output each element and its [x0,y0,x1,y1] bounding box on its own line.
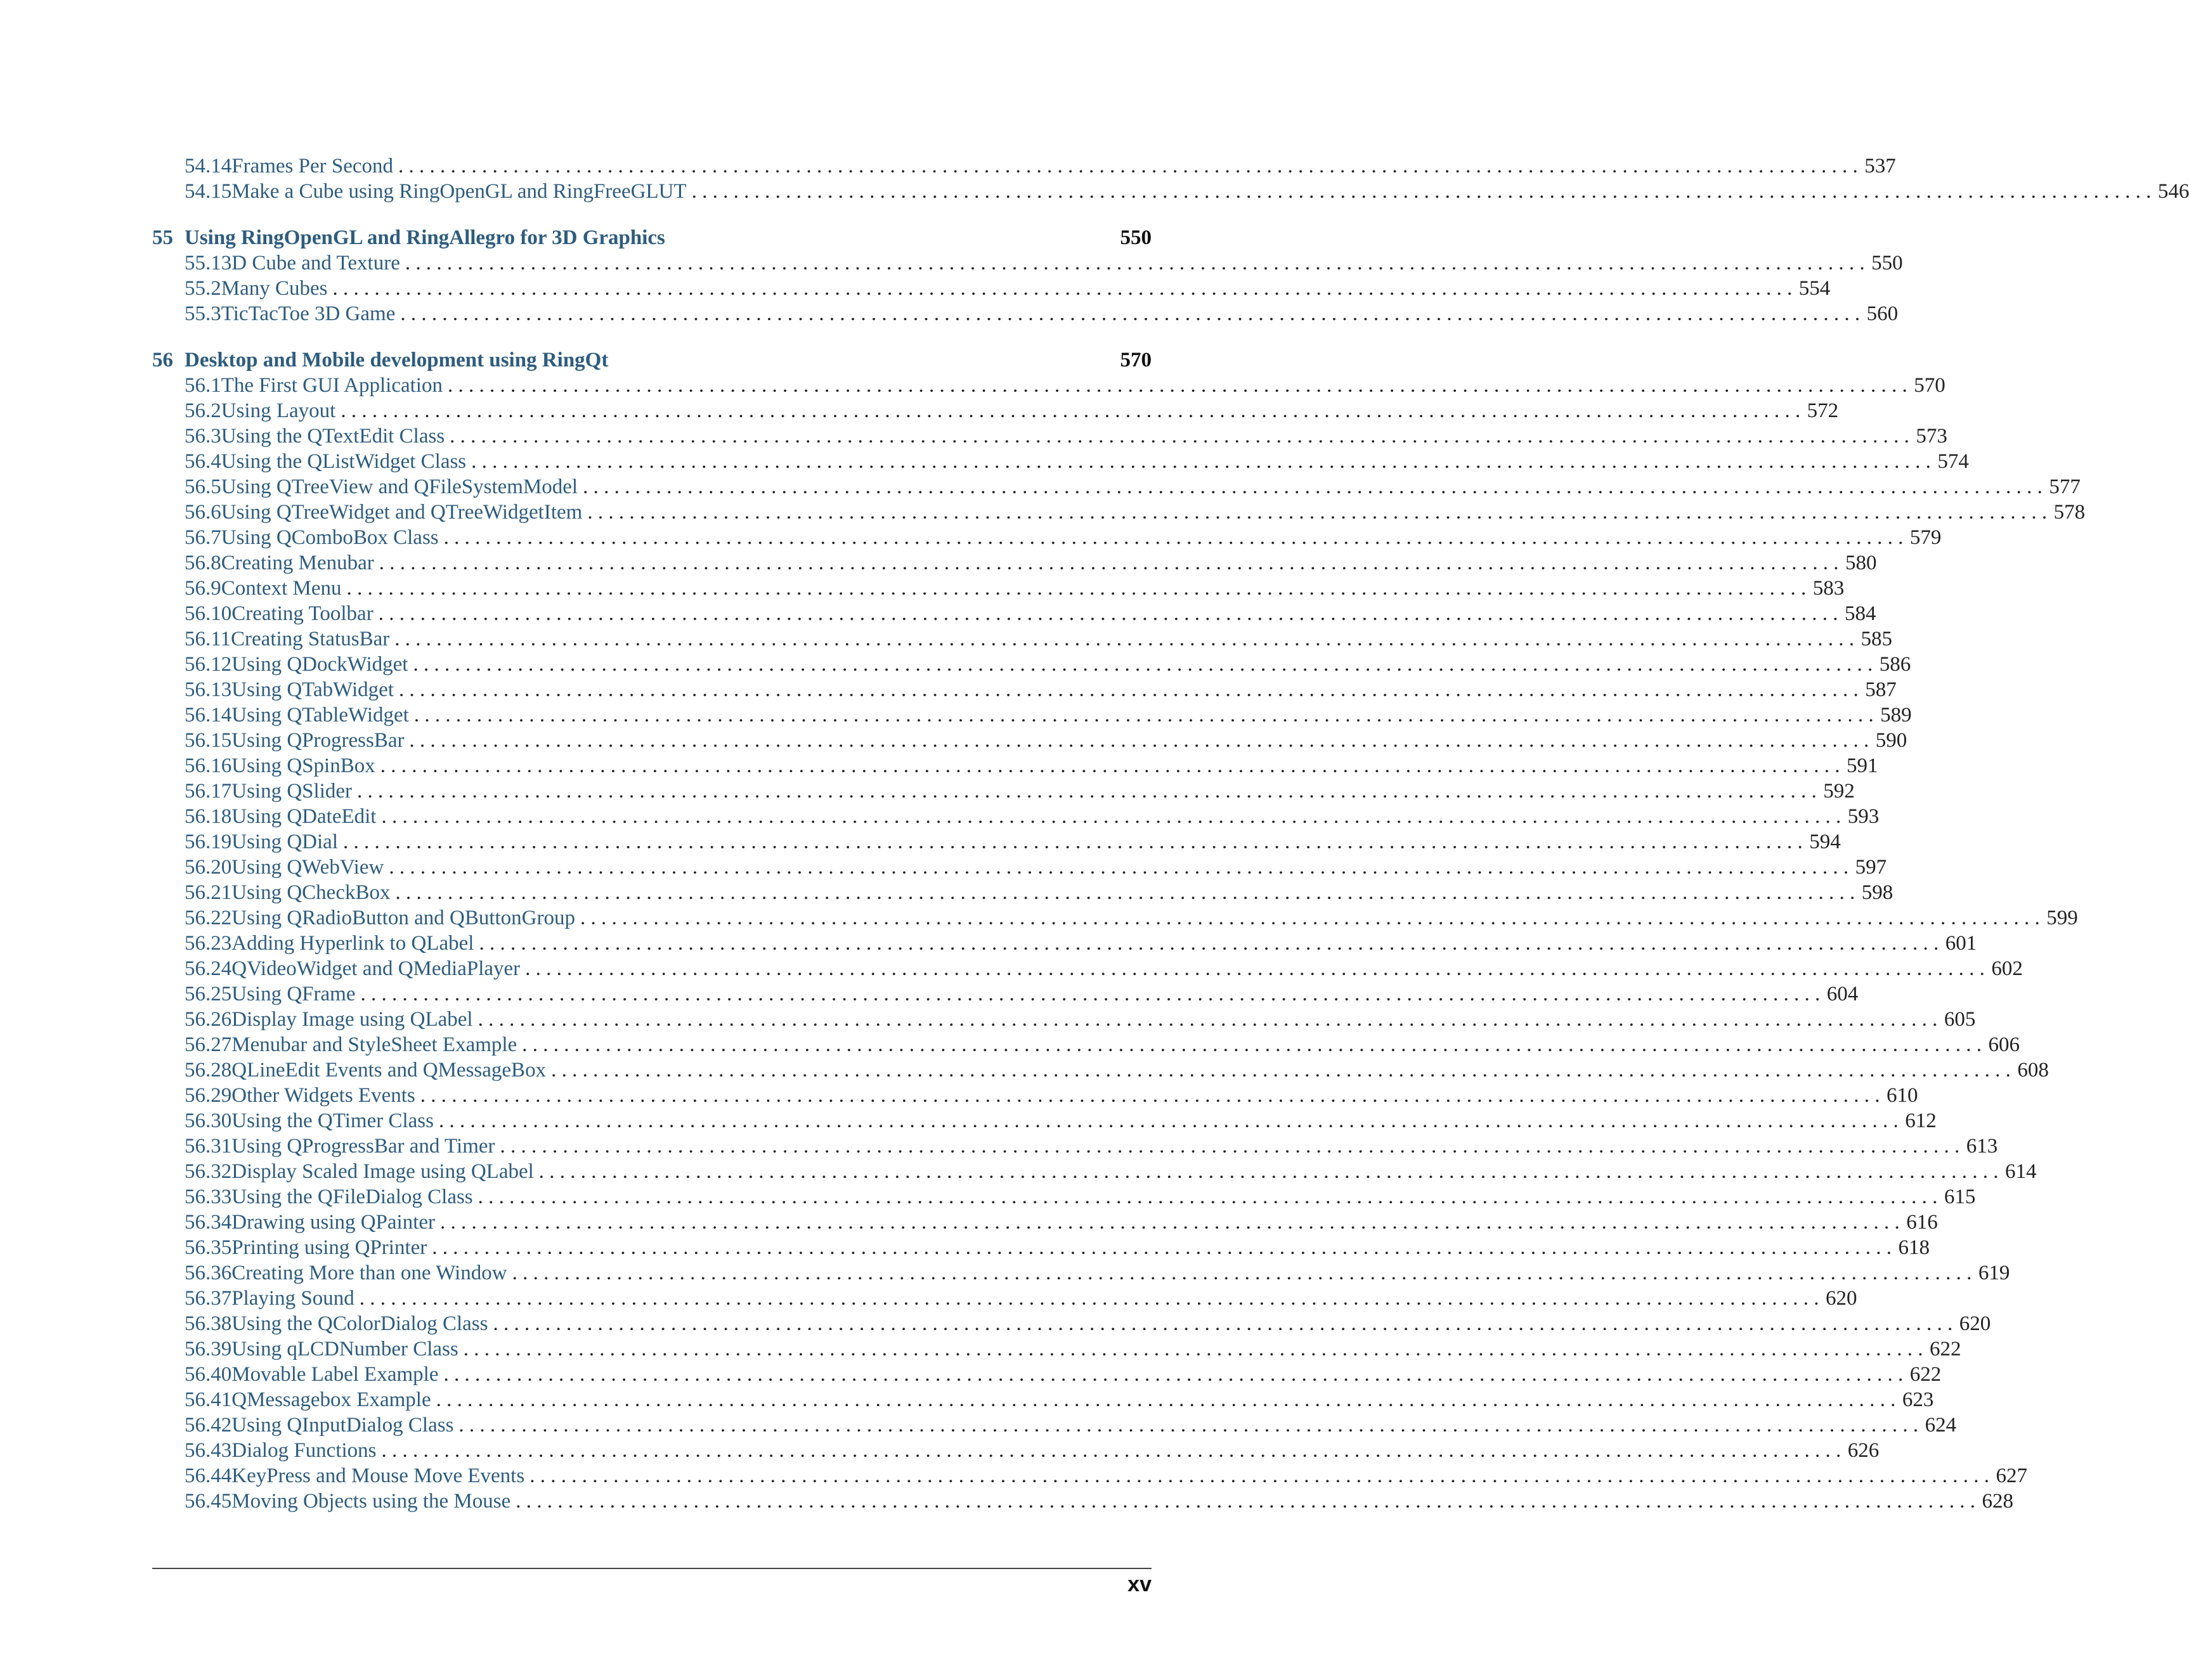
toc-section-entry[interactable] [152,880,1893,905]
toc-entry-number[interactable]: 56.8 [185,552,221,574]
dot-leader: . . . . . . . . . . . . . . . . . . . . . . . . . . . . . . . . . . . . . . . . . . . . . . . . . . . . . . . . . . . . . . . . . . . . . . . . . . . . . . . . . . . . . . . . . . . . . . . . . . . . . . . . . . . . . . . . . . . . . . . . . . . . . . . . . . . . . . . . . . . . [357,780,1817,803]
toc-entry-title[interactable]: Display Image using QLabel [231,1008,473,1031]
toc-page-number[interactable]: 599 [2046,907,2078,929]
dot-leader: . . . . . . . . . . . . . . . . . . . . . . . . . . . . . . . . . . . . . . . . . . . . . . . . . . . . . . . . . . . . . . . . . . . . . . . . . . . . . . . . . . . . . . . . . . . . . . . . . . . . . . . . . . . . . . . . . . . . . . . . . . . . . . . . . . . . . . . . . . . . [458,1414,1919,1437]
dot-leader: . . . . . . . . . . . . . . . . . . . . . . . . . . . . . . . . . . . . . . . . . . . . . . . . . . . . . . . . . . . . . . . . . . . . . . . . . . . . . . . . . . . . . . . . . . . . . . . . . . . . . . . . . . . . . . . . . . . . . . . . . . . . . . . . . . . . . . . . . . . . [479,932,1939,955]
toc-entry-number[interactable]: 56.12 [185,653,232,676]
toc-page-number[interactable]: 606 [1988,1033,2020,1056]
toc-page-number[interactable]: 593 [1847,805,1880,828]
toc-section-entry[interactable] [152,702,1912,728]
toc-entry-title[interactable]: Using QDateEdit [231,805,377,828]
toc-page-number[interactable]: 589 [1880,704,1912,727]
toc-section-entry[interactable] [152,1387,1934,1412]
toc-section-entry[interactable] [152,474,2081,500]
dot-leader: . . . . . . . . . . . . . . . . . . . . . . . . . . . . . . . . . . . . . . . . . . . . . . . . . . . . . . . . . . . . . . . . . . . . . . . . . . . . . . . . . . . . . . . . . . . . . . . . . . . . . . . . . . . . . . . . . . . . . . . . . . . . . . . . . . . . . . . . . . . . [400,302,1861,325]
toc-section-entry[interactable] [152,1463,2027,1489]
toc-section-entry[interactable] [152,1260,2010,1286]
toc-entry-number[interactable]: 56.19 [185,830,232,853]
toc-page-number[interactable]: 620 [1825,1287,1857,1310]
toc-entry-title[interactable]: Context Menu [221,577,342,600]
toc-page-number[interactable]: 624 [1925,1414,1957,1437]
dot-leader: . . . . . . . . . . . . . . . . . . . . . . . . . . . . . . . . . . . . . . . . . . . . . . . . . . . . . . . . . . . . . . . . . . . . . . . . . . . . . . . . . . . . . . . . . . . . . . . . . . . . . . . . . . . . . . . . . . . . . . . . . . . . . . . . . . . . . . . . . . . . [440,1211,1900,1234]
toc-entry-number[interactable]: 56.35 [185,1236,232,1259]
toc-page-number[interactable]: 608 [2017,1059,2049,1082]
toc-entry-number[interactable]: 55.1 [185,252,221,275]
dot-leader: . . . . . . . . . . . . . . . . . . . . . . . . . . . . . . . . . . . . . . . . . . . . . . . . . . . . . . . . . . . . . . . . . . . . . . . . . . . . . . . . . . . . . . . . . . . . . . . . . . . . . . . . . . . . . . . . . . . . . . . . . . . . . . . . . . . . . . . . . . . . [500,1135,1960,1158]
dot-leader: . . . . . . . . . . . . . . . . . . . . . . . . . . . . . . . . . . . . . . . . . . . . . . . . . . . . . . . . . . . . . . . . . . . . . . . . . . . . . . . . . . . . . . . . . . . . . . . . . . . . . . . . . . . . . . . . . . . . . . . . . . . . . . . . . . . . . . . . . . . . [332,277,1793,300]
toc-page-number[interactable]: 583 [1812,577,1845,600]
toc-entry-title[interactable]: Using the QTextEdit Class [221,425,445,448]
toc-page-number[interactable]: 619 [1978,1262,2010,1284]
toc-page-number[interactable]: 598 [1861,881,1893,904]
toc-entry-title[interactable]: Drawing using QPainter [231,1211,436,1234]
toc-entry-title[interactable]: QMessagebox Example [231,1388,431,1411]
toc-entry-title[interactable]: Using QDial [231,830,338,853]
dot-leader: . . . . . . . . . . . . . . . . . . . . . . . . . . . . . . . . . . . . . . . . . . . . . . . . . . . . . . . . . . . . . . . . . . . . . . . . . . . . . . . . . . . . . . . . . . . . . . . . . . . . . . . . . . . . . . . . . . . . . . . . . . . . . . . . . . . . . . . . . . . . [443,1363,1904,1386]
dot-leader: . . . . . . . . . . . . . . . . . . . . . . . . . . . . . . . . . . . . . . . . . . . . . . . . . . . . . . . . . . . . . . . . . . . . . . . . . . . . . . . . . . . . . . . . . . . . . . . . . . . . . . . . . . . . . . . . . . . . . . . . . . . . . . . . . . . . . . . . . . . . [379,552,1839,574]
toc-entry-title[interactable]: Using QRadioButton and QButtonGroup [231,907,575,929]
toc-entry-number[interactable]: 56.18 [185,805,232,828]
toc-entry-number[interactable]: 56.15 [185,729,232,752]
toc-section-entry[interactable] [152,1057,2049,1083]
toc-entry-number[interactable]: 56.42 [185,1414,232,1437]
toc-page-number[interactable]: 615 [1944,1186,1976,1208]
toc-page-number[interactable]: 594 [1809,830,1841,853]
toc-entry-title[interactable]: TicTacToe 3D Game [221,302,396,325]
dot-leader: . . . . . . . . . . . . . . . . . . . . . . . . . . . . . . . . . . . . . . . . . . . . . . . . . . . . . . . . . . . . . . . . . . . . . . . . . . . . . . . . . . . . . . . . . . . . . . . . . . . . . . . . . . . . . . . . . . . . . . . . . . . . . . . . . . . . . . . . . . . . [512,1262,1972,1284]
dot-leader: . . . . . . . . . . . . . . . . . . . . . . . . . . . . . . . . . . . . . . . . . . . . . . . . . . . . . . . . . . . . . . . . . . . . . . . . . . . . . . . . . . . . . . . . . . . . . . . . . . . . . . . . . . . . . . . . . . . . . . . . . . . . . . . . . . . . . . . . . . . . [450,425,1909,448]
toc-page-number[interactable]: 622 [1909,1363,1942,1386]
toc-section-entry[interactable] [152,1311,1991,1336]
toc-section-entry[interactable] [152,626,1892,652]
toc-entry-title[interactable]: KeyPress and Mouse Move Events [231,1464,525,1487]
toc-page-number[interactable]: 628 [1982,1490,2013,1513]
toc-entry-number[interactable]: 56.37 [185,1287,232,1310]
toc-section-entry[interactable] [152,576,1845,601]
toc-section-entry[interactable] [152,677,1897,702]
toc-section-entry[interactable] [152,905,2078,931]
toc-entry-title[interactable]: Using QInputDialog Class [231,1414,454,1437]
toc-section-entry[interactable] [152,373,1945,398]
toc-entry-title[interactable]: Using QTabWidget [231,678,394,701]
toc-page-number[interactable]: 578 [2053,501,2086,524]
toc-section-entry[interactable] [152,601,1876,626]
toc-entry-number[interactable]: 56.23 [185,932,232,955]
toc-entry-number[interactable]: 56.25 [185,983,232,1005]
toc-entry-title[interactable]: Dialog Functions [231,1439,377,1462]
toc-page-number[interactable]: 586 [1879,653,1911,676]
dot-leader: . . . . . . . . . . . . . . . . . . . . . . . . . . . . . . . . . . . . . . . . . . . . . . . . . . . . . . . . . . . . . . . . . . . . . . . . . . . . . . . . . . . . . . . . . . . . . . . . . . . . . . . . . . . . . . . . . . . . . . . . . . . . . . . . . . . . . . . . . . . . [443,526,1904,549]
toc-entry-title[interactable]: Using the QTimer Class [231,1109,434,1132]
toc-page-number[interactable]: 627 [1996,1464,2027,1487]
toc-page-number[interactable]: 550 [1871,252,1903,275]
toc-section-entry[interactable] [152,981,1859,1007]
toc-entry-title[interactable]: Using qLCDNumber Class [231,1338,458,1360]
toc-entry-title[interactable]: Using QFrame [231,983,356,1005]
dot-leader: . . . . . . . . . . . . . . . . . . . . . . . . . . . . . . . . . . . . . . . . . . . . . . . . . . . . . . . . . . . . . . . . . . . . . . . . . . . . . . . . . . . . . . . . . . . . . . . . . . . . . . . . . . . . . . . . . . . . . . . . . . . . . . . . . . . . . . . . . . . . [413,704,1874,727]
toc-entry-title[interactable]: Creating More than one Window [231,1262,507,1284]
toc-entry-title[interactable]: Using QCheckBox [231,881,391,904]
toc-entry-title[interactable]: Using QDockWidget [231,653,408,676]
toc-section-entry[interactable] [152,1412,1957,1438]
dot-leader: . . . . . . . . . . . . . . . . . . . . . . . . . . . . . . . . . . . . . . . . . . . . . . . . . . . . . . . . . . . . . . . . . . . . . . . . . . . . . . . . . . . . . . . . . . . . . . . . . . . . . . . . . . . . . . . . . . . . . . . . . . . . . . . . . . . . . . . . . . . . [447,374,1907,397]
toc-section-entry[interactable] [152,1108,1937,1134]
toc-entry-title[interactable]: Using QTreeWidget and QTreeWidgetItem [221,501,583,524]
toc-page-number[interactable]: 577 [2049,475,2081,498]
toc-section-entry[interactable] [152,398,1839,423]
dot-leader: . . . . . . . . . . . . . . . . . . . . . . . . . . . . . . . . . . . . . . . . . . . . . . . . . . . . . . . . . . . . . . . . . . . . . . . . . . . . . . . . . . . . . . . . . . . . . . . . . . . . . . . . . . . . . . . . . . . . . . . . . . . . . . . . . . . . . . . . . . . . [346,577,1807,600]
dot-leader: . . . . . . . . . . . . . . . . . . . . . . . . . . . . . . . . . . . . . . . . . . . . . . . . . . . . . . . . . . . . . . . . . . . . . . . . . . . . . . . . . . . . . . . . . . . . . . . . . . . . . . . . . . . . . . . . . . . . . . . . . . . . . . . . . . . . . . . . . . . . [398,678,1859,701]
table-of-contents [152,153,2189,1514]
toc-section-entry[interactable] [152,1134,1998,1159]
toc-entry-number[interactable]: 56.39 [185,1338,232,1360]
toc-entry-number[interactable]: 56.26 [185,1008,232,1031]
toc-section-entry[interactable] [152,276,1831,301]
toc-section-entry[interactable] [152,1007,1976,1032]
toc-page-number[interactable]: 613 [1966,1135,1998,1158]
dot-leader: . . . . . . . . . . . . . . . . . . . . . . . . . . . . . . . . . . . . . . . . . . . . . . . . . . . . . . . . . . . . . . . . . . . . . . . . . . . . . . . . . . . . . . . . . . . . . . . . . . . . . . . . . . . . . . . . . . . . . . . . . . . . . . . . . . . . . . . . . . . . [477,1008,1938,1031]
dot-leader: . . . . . . . . . . . . . . . . . . . . . . . . . . . . . . . . . . . . . . . . . . . . . . . . . . . . . . . . . . . . . . . . . . . . . . . . . . . . . . . . . . . . . . . . . . . . . . . . . . . . . . . . . . . . . . . . . . . . . . . . . . . . . . . . . . . . . . . . . . . . [477,1186,1938,1208]
toc-entry-title[interactable]: Printing using QPrinter [231,1236,427,1259]
toc-section-entry[interactable] [152,1489,2013,1514]
toc-entry-number[interactable]: 56.20 [185,856,232,879]
dot-leader: . . . . . . . . . . . . . . . . . . . . . . . . . . . . . . . . . . . . . . . . . . . . . . . . . . . . . . . . . . . . . . . . . . . . . . . . . . . . . . . . . . . . . . . . . . . . . . . . . . . . . . . . . . . . . . . . . . . . . . . . . . . . . . . . . . . . . . . . . . . . [551,1059,2011,1082]
dot-leader: . . . . . . . . . . . . . . . . . . . . . . . . . . . . . . . . . . . . . . . . . . . . . . . . . . . . . . . . . . . . . . . . . . . . . . . . . . . . . . . . . . . . . . . . . . . . . . . . . . . . . . . . . . . . . . . . . . . . . . . . . . . . . . . . . . . . . . . . . . . . [471,450,1931,473]
toc-page-number[interactable]: 572 [1807,399,1839,422]
toc-entry-number[interactable]: 56.45 [185,1490,232,1513]
toc-entry-title[interactable]: Using QWebView [231,856,384,879]
toc-page-number[interactable]: 580 [1845,552,1877,574]
toc-page-number[interactable]: 591 [1846,754,1878,777]
toc-page-number[interactable]: 546 [2157,180,2189,203]
toc-entry-title[interactable]: QVideoWidget and QMediaPlayer [231,957,521,980]
dot-leader: . . . . . . . . . . . . . . . . . . . . . . . . . . . . . . . . . . . . . . . . . . . . . . . . . . . . . . . . . . . . . . . . . . . . . . . . . . . . . . . . . . . . . . . . . . . . . . . . . . . . . . . . . . . . . . . . . . . . . . . . . . . . . . . . . . . . . . . . . . . . [493,1312,1953,1335]
toc-entry-title[interactable]: Using QProgressBar and Timer [231,1135,495,1158]
dot-leader: . . . . . . . . . . . . . . . . . . . . . . . . . . . . . . . . . . . . . . . . . . . . . . . . . . . . . . . . . . . . . . . . . . . . . . . . . . . . . . . . . . . . . . . . . . . . . . . . . . . . . . . . . . . . . . . . . . . . . . . . . . . . . . . . . . . . . . . . . . . . [409,729,1869,752]
toc-page-number[interactable]: 610 [1887,1084,1918,1107]
toc-page-number[interactable]: 579 [1909,526,1942,549]
dot-leader: . . . . . . . . . . . . . . . . . . . . . . . . . . . . . . . . . . . . . . . . . . . . . . . . . . . . . . . . . . . . . . . . . . . . . . . . . . . . . . . . . . . . . . . . . . . . . . . . . . . . . . . . . . . . . . . . . . . . . . . . . . . . . . . . . . . . . . . . . . . . [398,155,1858,178]
toc-page-number[interactable]: 554 [1798,277,1831,300]
dot-leader: . . . . . . . . . . . . . . . . . . . . . . . . . . . . . . . . . . . . . . . . . . . . . . . . . . . . . . . . . . . . . . . . . . . . . . . . . . . . . . . . . . . . . . . . . . . . . . . . . . . . . . . . . . . . . . . . . . . . . . . . . . . . . . . . . . . . . . . . . . . . [381,805,1841,828]
dot-leader: . . . . . . . . . . . . . . . . . . . . . . . . . . . . . . . . . . . . . . . . . . . . . . . . . . . . . . . . . . . . . . . . . . . . . . . . . . . . . . . . . . . . . . . . . . . . . . . . . . . . . . . . . . . . . . . . . . . . . . . . . . . . . . . . . . . . . . . . . . . . [691,180,2152,203]
toc-entry-title[interactable]: Display Scaled Image using QLabel [231,1160,534,1183]
dot-leader: . . . . . . . . . . . . . . . . . . . . . . . . . . . . . . . . . . . . . . . . . . . . . . . . . . . . . . . . . . . . . . . . . . . . . . . . . . . . . . . . . . . . . . . . . . . . . . . . . . . . . . . . . . . . . . . . . . . . . . . . . . . . . . . . . . . . . . . . . . . . [359,1287,1819,1310]
toc-entry-title[interactable]: Moving Objects using the Mouse [231,1490,511,1513]
toc-section-entry[interactable] [152,1336,1961,1362]
toc-section-entry[interactable] [152,423,1947,449]
toc-entry-title[interactable]: Using Layout [221,399,336,422]
toc-page-number[interactable]: 573 [1916,425,1947,448]
dot-leader: . . . . . . . . . . . . . . . . . . . . . . . . . . . . . . . . . . . . . . . . . . . . . . . . . . . . . . . . . . . . . . . . . . . . . . . . . . . . . . . . . . . . . . . . . . . . . . . . . . . . . . . . . . . . . . . . . . . . . . . . . . . . . . . . . . . . . . . . . . . . [587,501,2048,524]
toc-entry-number[interactable]: 56.2 [185,399,221,422]
toc-entry-title[interactable]: 3D Cube and Texture [221,252,400,275]
toc-page-number[interactable]: 537 [1864,155,1896,178]
toc-entry-title[interactable]: Desktop and Mobile development using RingQt [185,349,609,372]
toc-entry-title[interactable]: Using QTreeView and QFileSystemModel [221,475,578,498]
toc-entry-number[interactable]: 56.28 [185,1059,232,1082]
dot-leader: . . . . . . . . . . . . . . . . . . . . . . . . . . . . . . . . . . . . . . . . . . . . . . . . . . . . . . . . . . . . . . . . . . . . . . . . . . . . . . . . . . . . . . . . . . . . . . . . . . . . . . . . . . . . . . . . . . . . . . . . . . . . . . . . . . . . . . . . . . . . [438,1109,1899,1132]
toc-page-number[interactable]: 612 [1905,1109,1937,1132]
toc-entry-number[interactable]: 56.10 [185,602,232,625]
toc-entry-number[interactable]: 56.33 [185,1186,232,1208]
toc-chapter-entry[interactable] [152,225,1152,250]
toc-entry-number[interactable]: 56.32 [185,1160,232,1183]
toc-section-entry[interactable] [152,449,1969,474]
toc-entry-number[interactable]: 56.43 [185,1439,232,1462]
toc-entry-number[interactable]: 55.2 [185,277,221,300]
toc-entry-title[interactable]: Using QSpinBox [231,754,375,777]
toc-entry-title[interactable]: Frames Per Second [231,155,394,178]
toc-page-number[interactable]: 620 [1959,1312,1991,1335]
toc-entry-number[interactable]: 56.9 [185,577,221,600]
toc-entry-number[interactable]: 56.5 [185,475,221,498]
dot-leader: . . . . . . . . . . . . . . . . . . . . . . . . . . . . . . . . . . . . . . . . . . . . . . . . . . . . . . . . . . . . . . . . . . . . . . . . . . . . . . . . . . . . . . . . . . . . . . . . . . . . . . . . . . . . . . . . . . . . . . . . . . . . . . . . . . . . . . . . . . . . [394,628,1854,650]
toc-entry-number[interactable]: 56.27 [185,1033,232,1056]
dot-leader: . . . . . . . . . . . . . . . . . . . . . . . . . . . . . . . . . . . . . . . . . . . . . . . . . . . . . . . . . . . . . . . . . . . . . . . . . . . . . . . . . . . . . . . . . . . . . . . . . . . . . . . . . . . . . . . . . . . . . . . . . . . . . . . . . . . . . . . . . . . . [380,754,1840,777]
toc-entry-number[interactable]: 56.1 [185,374,221,397]
toc-page-number[interactable]: 614 [2005,1160,2037,1183]
toc-section-entry[interactable] [152,779,1855,804]
footer-rule [152,1568,1152,1569]
toc-entry-title[interactable]: Using QProgressBar [231,729,405,752]
toc-section-entry[interactable] [152,550,1877,576]
toc-page-number[interactable]: 602 [1991,957,2023,980]
dot-leader: . . . . . . . . . . . . . . . . . . . . . . . . . . . . . . . . . . . . . . . . . . . . . . . . . . . . . . . . . . . . . . . . . . . . . . . . . . . . . . . . . . . . . . . . . . . . . . . . . . . . . . . . . . . . . . . . . . . . . . . . . . . . . . . . . . . . . . . . . . . . [580,907,2040,929]
toc-section-entry[interactable] [152,1210,1938,1235]
toc-entry-title[interactable]: The First GUI Application [221,374,443,397]
toc-entry-number[interactable]: 56 [152,349,173,372]
toc-page-number[interactable]: 618 [1898,1236,1930,1259]
toc-section-entry[interactable] [152,1438,1880,1463]
toc-section-entry[interactable] [152,1286,1857,1311]
toc-entry-number[interactable]: 56.16 [185,754,232,777]
toc-entry-title[interactable]: Playing Sound [231,1287,354,1310]
toc-entry-number[interactable]: 56.4 [185,450,221,473]
dot-leader: . . . . . . . . . . . . . . . . . . . . . . . . . . . . . . . . . . . . . . . . . . . . . . . . . . . . . . . . . . . . . . . . . . . . . . . . . . . . . . . . . . . . . . . . . . . . . . . . . . . . . . . . . . . . . . . . . . . . . . . . . . . . . . . . . . . . . . . . . . . . [522,1033,1982,1056]
toc-page-number[interactable]: 605 [1944,1008,1976,1031]
toc-section-entry[interactable] [152,728,1907,753]
toc-entry-number[interactable]: 56.34 [185,1211,232,1234]
toc-page-number[interactable]: 592 [1823,780,1855,803]
toc-page-number[interactable]: 574 [1937,450,1969,473]
toc-page-number[interactable]: 570 [1914,374,1945,397]
toc-entry-title[interactable]: Creating Toolbar [231,602,373,625]
toc-entry-number[interactable]: 56.24 [185,957,232,980]
dot-leader: . . . . . . . . . . . . . . . . . . . . . . . . . . . . . . . . . . . . . . . . . . . . . . . . . . . . . . . . . . . . . . . . . . . . . . . . . . . . . . . . . . . . . . . . . . . . . . . . . . . . . . . . . . . . . . . . . . . . . . . . . . . . . . . . . . . . . . . . . . . . [389,856,1849,879]
toc-entry-title[interactable]: Other Widgets Events [231,1084,415,1107]
toc-chapter-entry[interactable] [152,347,1152,373]
toc-page-number[interactable]: 622 [1930,1338,1961,1360]
toc-entry-number[interactable]: 56.6 [185,501,221,524]
toc-entry-title[interactable]: Using QSlider [231,780,352,803]
toc-entry-title[interactable]: Make a Cube using RingOpenGL and RingFreeGLUT [231,180,687,203]
toc-entry-number[interactable]: 56.40 [185,1363,232,1386]
toc-entry-number[interactable]: 56.3 [185,425,221,448]
toc-page-number[interactable]: 584 [1844,602,1876,625]
toc-page-number[interactable]: 623 [1902,1388,1934,1411]
toc-entry-number[interactable]: 56.29 [185,1084,232,1107]
toc-entry-title[interactable]: Adding Hyperlink to QLabel [231,932,474,955]
dot-leader: . . . . . . . . . . . . . . . . . . . . . . . . . . . . . . . . . . . . . . . . . . . . . . . . . . . . . . . . . . . . . . . . . . . . . . . . . . . . . . . . . . . . . . . . . . . . . . . . . . . . . . . . . . . . . . . . . . . . . . . . . . . . . . . . . . . . . . . . . . . . [420,1084,1880,1107]
toc-entry-title[interactable]: QLineEdit Events and QMessageBox [231,1059,547,1082]
toc-section-entry[interactable] [152,525,1942,550]
toc-entry-title[interactable]: Using QTableWidget [231,704,409,727]
dot-leader: . . . . . . . . . . . . . . . . . . . . . . . . . . . . . . . . . . . . . . . . . . . . . . . . . . . . . . . . . . . . . . . . . . . . . . . . . . . . . . . . . . . . . . . . . . . . . . . . . . . . . . . . . . . . . . . . . . . . . . . . . . . . . . . . . . . . . . . . . . . . [516,1490,1975,1513]
toc-entry-title[interactable]: Menubar and StyleSheet Example [231,1033,517,1056]
toc-section-entry[interactable] [152,301,1899,326]
toc-entry-title[interactable]: Using QComboBox Class [221,526,439,549]
toc-entry-number[interactable]: 56.11 [185,628,231,650]
toc-section-entry[interactable] [152,956,2023,981]
toc-entry-title[interactable]: Using RingOpenGL and RingAllegro for 3D Graphics [185,226,665,249]
toc-entry-title[interactable]: Movable Label Example [231,1363,439,1386]
toc-entry-number[interactable]: 56.14 [185,704,232,727]
dot-leader: . . . . . . . . . . . . . . . . . . . . . . . . . . . . . . . . . . . . . . . . . . . . . . . . . . . . . . . . . . . . . . . . . . . . . . . . . . . . . . . . . . . . . . . . . . . . . . . . . . . . . . . . . . . . . . . . . . . . . . . . . . . . . . . . . . . . . . . . . . . . [583,475,2043,498]
toc-section-entry[interactable] [152,753,1878,779]
toc-entry-number[interactable]: 56.38 [185,1312,232,1335]
dot-leader: . . . . . . . . . . . . . . . . . . . . . . . . . . . . . . . . . . . . . . . . . . . . . . . . . . . . . . . . . . . . . . . . . . . . . . . . . . . . . . . . . . . . . . . . . . . . . . . . . . . . . . . . . . . . . . . . . . . . . . . . . . . . . . . . . . . . . . . . . . . . [343,830,1803,853]
toc-entry-title[interactable]: Using the QListWidget Class [221,450,467,473]
toc-page-number[interactable]: 604 [1826,983,1859,1005]
dot-leader: . . . . . . . . . . . . . . . . . . . . . . . . . . . . . . . . . . . . . . . . . . . . . . . . . . . . . . . . . . . . . . . . . . . . . . . . . . . . . . . . . . . . . . . . . . . . . . . . . . . . . . . . . . . . . . . . . . . . . . . . . . . . . . . . . . . . . . . . . . . . [341,399,1801,422]
toc-section-entry[interactable] [152,1032,2020,1057]
dot-leader: . . . . . . . . . . . . . . . . . . . . . . . . . . . . . . . . . . . . . . . . . . . . . . . . . . . . . . . . . . . . . . . . . . . . . . . . . . . . . . . . . . . . . . . . . . . . . . . . . . . . . . . . . . . . . . . . . . . . . . . . . . . . . . . . . . . . . . . . . . . . [463,1338,1923,1360]
toc-entry-number[interactable]: 56.22 [185,907,232,929]
toc-page-number[interactable]: 597 [1855,856,1887,879]
toc-page-number[interactable]: 585 [1861,628,1892,650]
dot-leader: . . . . . . . . . . . . . . . . . . . . . . . . . . . . . . . . . . . . . . . . . . . . . . . . . . . . . . . . . . . . . . . . . . . . . . . . . . . . . . . . . . . . . . . . . . . . . . . . . . . . . . . . . . . . . . . . . . . . . . . . . . . . . . . . . . . . . . . . . . . . [436,1388,1896,1411]
toc-section-entry[interactable] [152,1235,1930,1260]
dot-leader: . . . . . . . . . . . . . . . . . . . . . . . . . . . . . . . . . . . . . . . . . . . . . . . . . . . . . . . . . . . . . . . . . . . . . . . . . . . . . . . . . . . . . . . . . . . . . . . . . . . . . . . . . . . . . . . . . . . . . . . . . . . . . . . . . . . . . . . . . . . . [381,1439,1841,1462]
toc-entry-number[interactable]: 56.21 [185,881,232,904]
dot-leader: . . . . . . . . . . . . . . . . . . . . . . . . . . . . . . . . . . . . . . . . . . . . . . . . . . . . . . . . . . . . . . . . . . . . . . . . . . . . . . . . . . . . . . . . . . . . . . . . . . . . . . . . . . . . . . . . . . . . . . . . . . . . . . . . . . . . . . . . . . . . [395,881,1855,904]
toc-section-entry[interactable] [152,250,1903,276]
toc-section-entry[interactable] [152,1159,2037,1184]
toc-section-entry[interactable] [152,931,1977,956]
dot-leader: . . . . . . . . . . . . . . . . . . . . . . . . . . . . . . . . . . . . . . . . . . . . . . . . . . . . . . . . . . . . . . . . . . . . . . . . . . . . . . . . . . . . . . . . . . . . . . . . . . . . . . . . . . . . . . . . . . . . . . . . . . . . . . . . . . . . . . . . . . . . [405,252,1865,275]
dot-leader: . . . . . . . . . . . . . . . . . . . . . . . . . . . . . . . . . . . . . . . . . . . . . . . . . . . . . . . . . . . . . . . . . . . . . . . . . . . . . . . . . . . . . . . . . . . . . . . . . . . . . . . . . . . . . . . . . . . . . . . . . . . . . . . . . . . . . . . . . . . . [525,957,1985,980]
toc-entry-number[interactable]: 56.41 [185,1388,232,1411]
toc-page-number[interactable]: 570 [1120,349,1152,372]
toc-entry-title[interactable]: Creating Menubar [221,552,374,574]
toc-section-entry[interactable] [152,1083,1918,1108]
toc-entry-number[interactable]: 56.44 [185,1464,232,1487]
toc-entry-number[interactable]: 56.7 [185,526,221,549]
toc-entry-number[interactable]: 56.36 [185,1262,232,1284]
toc-section-entry[interactable] [152,652,1911,677]
dot-leader: . . . . . . . . . . . . . . . . . . . . . . . . . . . . . . . . . . . . . . . . . . . . . . . . . . . . . . . . . . . . . . . . . . . . . . . . . . . . . . . . . . . . . . . . . . . . . . . . . . . . . . . . . . . . . . . . . . . . . . . . . . . . . . . . . . . . . . . . . . . . [378,602,1838,625]
toc-entry-number[interactable]: 55.3 [185,302,221,325]
dot-leader: . . . . . . . . . . . . . . . . . . . . . . . . . . . . . . . . . . . . . . . . . . . . . . . . . . . . . . . . . . . . . . . . . . . . . . . . . . . . . . . . . . . . . . . . . . . . . . . . . . . . . . . . . . . . . . . . . . . . . . . . . . . . . . . . . . . . . . . . . . . . [529,1464,1989,1487]
toc-section-entry[interactable] [152,829,1841,855]
toc-section-entry[interactable] [152,153,1896,179]
toc-page-number[interactable]: 550 [1120,226,1152,249]
toc-entry-number[interactable]: 54.15 [185,180,232,203]
dot-leader: . . . . . . . . . . . . . . . . . . . . . . . . . . . . . . . . . . . . . . . . . . . . . . . . . . . . . . . . . . . . . . . . . . . . . . . . . . . . . . . . . . . . . . . . . . . . . . . . . . . . . . . . . . . . . . . . . . . . . . . . . . . . . . . . . . . . . . . . . . . . [432,1236,1892,1259]
toc-section-entry[interactable] [152,179,2189,204]
toc-entry-title[interactable]: Using the QFileDialog Class [231,1186,473,1208]
toc-section-entry[interactable] [152,1362,1942,1387]
toc-page-number[interactable]: 587 [1865,678,1897,701]
toc-page-number[interactable]: 590 [1875,729,1907,752]
dot-leader: . . . . . . . . . . . . . . . . . . . . . . . . . . . . . . . . . . . . . . . . . . . . . . . . . . . . . . . . . . . . . . . . . . . . . . . . . . . . . . . . . . . . . . . . . . . . . . . . . . . . . . . . . . . . . . . . . . . . . . . . . . . . . . . . . . . . . . . . . . . . [413,653,1873,676]
toc-entry-number[interactable]: 56.30 [185,1109,232,1132]
toc-entry-title[interactable]: Creating StatusBar [231,628,390,650]
toc-entry-number[interactable]: 55 [152,226,173,249]
toc-entry-number[interactable]: 56.13 [185,678,232,701]
toc-entry-title[interactable]: Using the QColorDialog Class [231,1312,488,1335]
toc-section-entry[interactable] [152,804,1880,829]
toc-section-entry[interactable] [152,855,1887,880]
toc-section-entry[interactable] [152,500,2086,525]
toc-entry-number[interactable]: 56.31 [185,1135,232,1158]
dot-leader: . . . . . . . . . . . . . . . . . . . . . . . . . . . . . . . . . . . . . . . . . . . . . . . . . . . . . . . . . . . . . . . . . . . . . . . . . . . . . . . . . . . . . . . . . . . . . . . . . . . . . . . . . . . . . . . . . . . . . . . . . . . . . . . . . . . . . . . . . . . . [360,983,1821,1005]
toc-page-number[interactable]: 601 [1945,932,1977,955]
toc-page-number[interactable]: 616 [1906,1211,1938,1234]
toc-entry-number[interactable]: 56.17 [185,780,232,803]
toc-entry-number[interactable]: 54.14 [185,155,232,178]
toc-page-number[interactable]: 560 [1866,302,1899,325]
toc-entry-title[interactable]: Many Cubes [221,277,328,300]
toc-section-entry[interactable] [152,1184,1976,1210]
page-folio: xv [1127,1572,1152,1596]
toc-page-number[interactable]: 626 [1847,1439,1880,1462]
dot-leader: . . . . . . . . . . . . . . . . . . . . . . . . . . . . . . . . . . . . . . . . . . . . . . . . . . . . . . . . . . . . . . . . . . . . . . . . . . . . . . . . . . . . . . . . . . . . . . . . . . . . . . . . . . . . . . . . . . . . . . . . . . . . . . . . . . . . . . . . . . . . [538,1160,1999,1183]
